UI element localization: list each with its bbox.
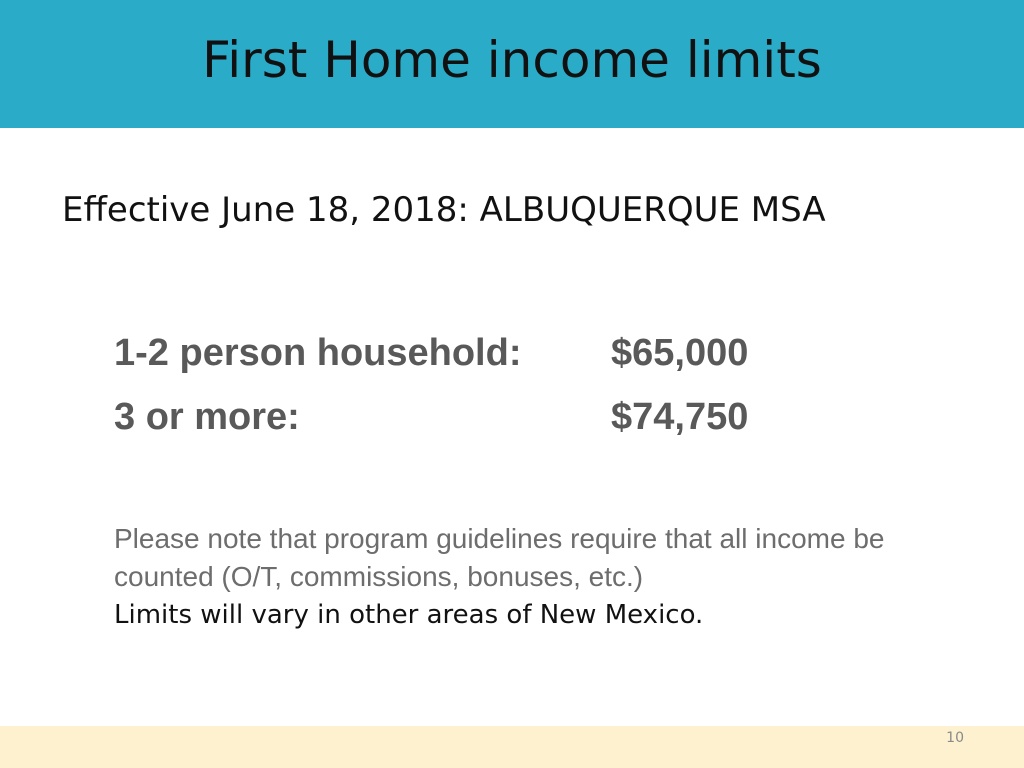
limit-amount: $65,000 (611, 332, 749, 374)
page-number: 10 (946, 730, 964, 746)
footer-bar (0, 726, 1024, 768)
limit-row (114, 396, 749, 439)
effective-date-subtitle: Effective June 18, 2018: ALBUQUERQUE MSA (62, 190, 826, 230)
limit-amount: $74,750 (611, 396, 749, 438)
limit-label: 1-2 person household: (114, 332, 522, 374)
limit-label: 3 or more: (114, 396, 300, 438)
limit-row (114, 332, 749, 375)
income-note: Please note that program guidelines require that all income be counted (O/T, commissions, bonuses, etc.) (114, 523, 885, 592)
vary-note: Limits will vary in other areas of New Mexico. (114, 600, 704, 630)
slide-title: First Home income limits (202, 31, 822, 89)
